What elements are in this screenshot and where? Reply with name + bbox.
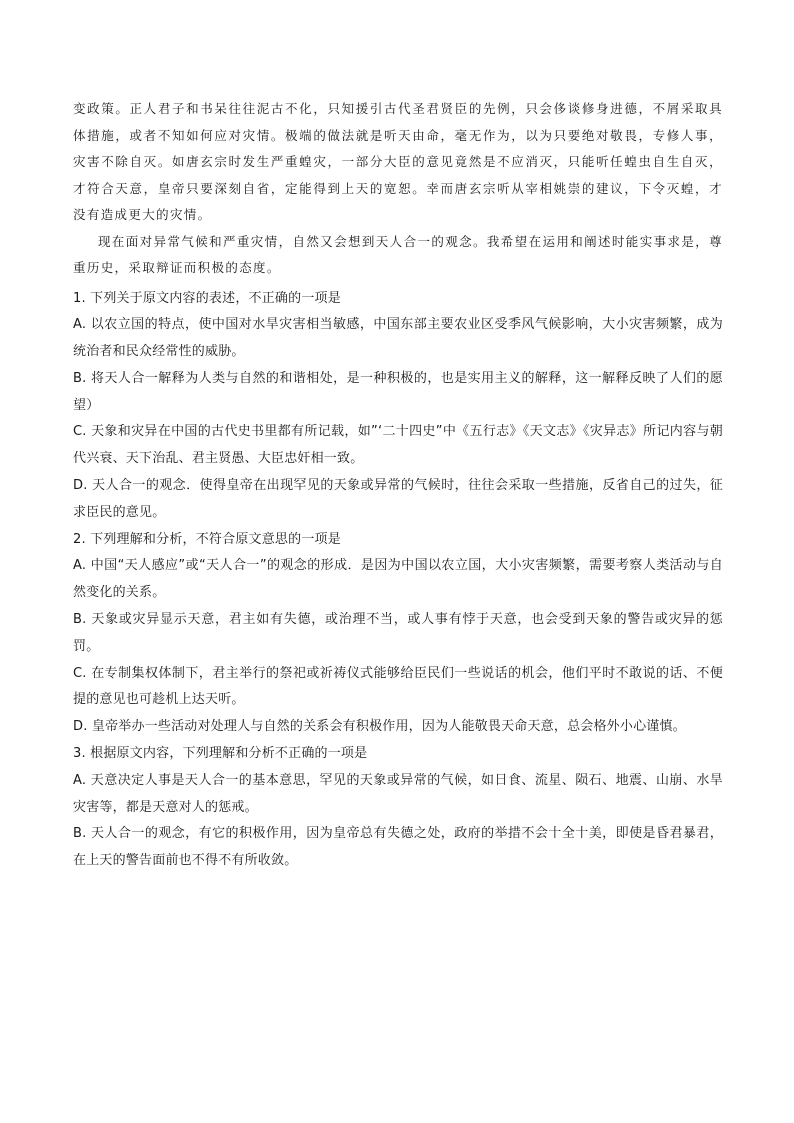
option-a: A. 以农立国的特点，使中国对水旱灾害相当敏感，中国东部主要农业区受季风气候影响，大小灾害频繁，成为统治者和民众经常性的威胁。	[73, 317, 723, 360]
passage-paragraph: 现在面对异常气候和严重灾情，自然又会想到天人合一的观念。我希望在运用和阐述时能实事求是，尊重历史，采取辩证而积极的态度。	[73, 233, 723, 275]
question-stem: 3. 根据原文内容，下列理解和分析不正确的一项是	[73, 746, 368, 762]
option-a: A. 天意决定人事是天人合一的基本意思，罕见的天象或异常的气候，如日食、流星、陨石、地震、山崩、水旱灾害等，都是天意对人的惩戒。	[73, 772, 723, 815]
question-stem: 2. 下列理解和分析，不符合原文意思的一项是	[73, 531, 341, 547]
question-stem: 1. 下列关于原文内容的表述，不正确的一项是	[73, 290, 341, 306]
document-page	[73, 96, 723, 875]
option-b: B. 天人合一的观念，有它的积极作用，因为皇帝总有失德之处，政府的举措不会十全十美，即使是昏君暴君，在上天的警告面前也不得不有所收敛。	[73, 826, 723, 869]
question-2	[73, 527, 723, 741]
option-a: A. 中国“天人感应”或“天人合一”的观念的形成．是因为中国以农立国，大小灾害频繁，需要考察人类活动与自然变化的关系。	[73, 558, 723, 601]
option-c: C. 在专制集权体制下，君主举行的祭祀或祈祷仪式能够给臣民们一些说话的机会，他们平时不敢说的话、不便提的意见也可趁机上达天听。	[73, 665, 723, 708]
passage-text	[73, 96, 723, 282]
option-c: C. 天象和灾异在中国的古代史书里都有所记载，如”‘二十四史”中《五行志》《天文志》《灾异志》所记内容与朝代兴衰、天下治乱、君主贤愚、大臣忠奸相一致。	[73, 424, 723, 467]
option-d: D. 天人合一的观念．使得皇帝在出现罕见的天象或异常的气候时，往往会采取一些措施，反省自己的过失，征求臣民的意见。	[73, 478, 723, 520]
question-3	[73, 741, 723, 875]
passage-paragraph: 变政策。正人君子和书呆往往泥古不化，只知援引古代圣君贤臣的先例，只会侈谈修身进德，不屑采取具体措施，或者不知如何应对灾情。极端的做法就是听天由命，毫无作为，以为只要绝对敬畏，专修人事，灾害不除自灭。如唐玄宗时发生严重蝗灾，一部分大臣的意见竟然是不应消灭，只能听任蝗虫自生自灭，才符合天意，皇帝只要深刻自省，定能得到上天的宽恕。幸而唐玄宗听从宰相姚崇的建议，下令灭蝗，才没有造成更大的灾情。	[73, 101, 723, 222]
option-b: B. 天象或灾异显示天意，君主如有失德，或治理不当，或人事有悖于天意，也会受到天象的警告或灾异的惩罚。	[73, 612, 723, 654]
option-b: B. 将天人合一解释为人类与自然的和谐相处，是一种积极的，也是实用主义的解释，这一解释反映了人们的愿望）	[73, 370, 723, 413]
question-1	[73, 286, 723, 527]
option-d: D. 皇帝举办一些活动对处理人与自然的关系会有积极作用，因为人能敬畏天命天意，总会格外小心谨慎。	[73, 719, 686, 735]
